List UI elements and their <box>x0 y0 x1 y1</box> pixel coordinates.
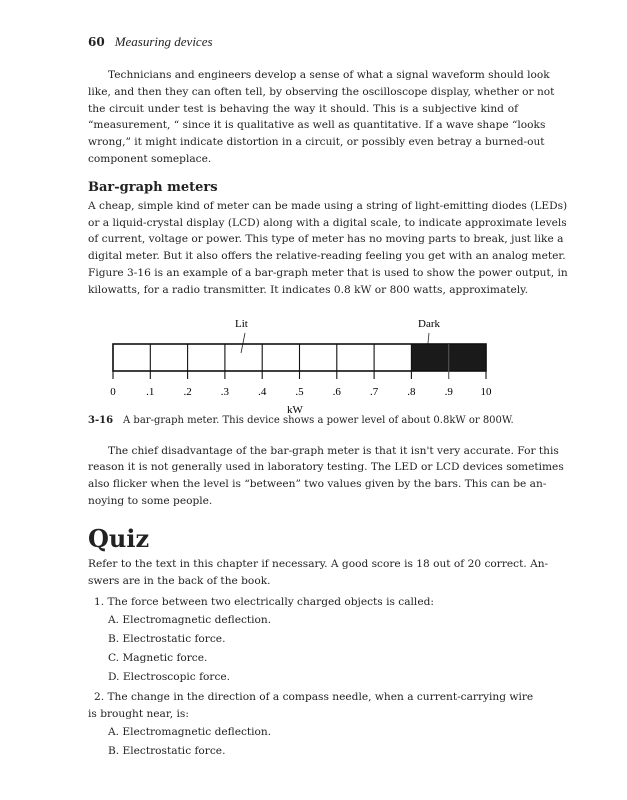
question-text: is brought near, is: <box>88 707 189 720</box>
text-line: Refer to the text in this chapter if necessary. A good score is 18 out of 20 correct. An- <box>88 557 549 570</box>
paragraph-1 <box>88 67 555 168</box>
figure-caption <box>88 415 514 426</box>
answer-option: A. Electromagnetic deflection. <box>108 725 272 738</box>
text-line: also flicker when the level is “between” two values given by the bars. This can be an- <box>88 478 547 491</box>
answer-option: B. Electrostatic force. <box>108 744 226 757</box>
answer-option: D. Electroscopic force. <box>108 671 231 684</box>
text-line: wrong,” it might indicate distortion in a circuit, or possibly even betray a burned-out <box>88 136 545 149</box>
figure-bar-graph-meter <box>88 299 518 431</box>
figure-number: 3-16 <box>88 414 114 426</box>
text-line: The chief disadvantage of the bar-graph meter is that it isn't very accurate. For this <box>108 444 559 457</box>
quiz-question-2 <box>88 689 534 761</box>
bar-graph-meter-diagram <box>88 313 518 423</box>
tick-label: .3 <box>220 385 230 398</box>
lit-leader-line <box>241 333 245 353</box>
text-line: “measurement, “ since it is qualitative as well as quantitative. If a wave shape “looks <box>88 119 546 132</box>
text-line: swers are in the back of the book. <box>88 574 271 587</box>
dark-label: Dark <box>418 317 440 330</box>
quiz-question-1 <box>88 594 518 687</box>
text-line: of current, voltage or power. This type of meter has no moving parts to break, just like a <box>88 233 564 246</box>
text-line: digital meter. But it also offers the relative-reading feeling you get with an analog meter. <box>88 250 566 263</box>
question-text: 2. The change in the direction of a compass needle, when a current-carrying wire <box>94 691 534 704</box>
quiz-intro <box>88 556 549 590</box>
text-line: reason it is not generally used in laboratory testing. The LED or LCD devices sometimes <box>88 461 564 474</box>
tick-label: .2 <box>183 385 192 398</box>
text-line: or a liquid-crystal display (LCD) along with a digital scale, to indicate approximate levels <box>88 216 567 229</box>
text-line: component someplace. <box>88 152 212 165</box>
tick-label: 0 <box>110 385 116 398</box>
question-text: 1. The force between two electrically charged objects is called: <box>94 596 434 609</box>
page-number: 60 <box>88 35 105 49</box>
lit-label: Lit <box>235 317 248 330</box>
tick-label: .8 <box>407 385 416 398</box>
section-heading: Bar-graph meters <box>88 179 218 195</box>
answer-option: C. Magnetic force. <box>108 652 208 665</box>
text-line: A cheap, simple kind of meter can be made using a string of light-emitting diodes (LEDs) <box>88 199 568 212</box>
unit-label: kW <box>287 403 303 416</box>
text-line: like, and then they can often tell, by observing the oscilloscope display, whether or not <box>88 85 555 98</box>
answer-option: B. Electrostatic force. <box>108 633 226 646</box>
paragraph-3 <box>88 443 564 510</box>
paragraph-2 <box>88 198 568 299</box>
tick-label: .1 <box>146 385 155 398</box>
document-page <box>88 0 568 761</box>
running-header <box>88 34 213 50</box>
text-line: kilowatts, for a radio transmitter. It indicates 0.8 kW or 800 watts, approximately. <box>88 283 529 296</box>
caption-text: A bar-graph meter. This device shows a power level of about 0.8kW or 800W. <box>123 414 514 426</box>
tick-label: 10 <box>480 385 492 398</box>
tick-label: .9 <box>444 385 453 398</box>
answer-option: A. Electromagnetic deflection. <box>108 614 272 627</box>
text-line: Figure 3-16 is an example of a bar-graph meter that is used to show the power output, in <box>88 266 568 279</box>
tick-label: .4 <box>258 385 267 398</box>
tick-label: .5 <box>295 385 304 398</box>
quiz-heading: Quiz <box>88 523 150 553</box>
tick-label: .6 <box>332 385 341 398</box>
running-title: Measuring devices <box>114 34 213 49</box>
tick-label: .7 <box>369 385 379 398</box>
text-line: noying to some people. <box>88 494 213 507</box>
text-line: the circuit under test is behaving the way it should. This is a subjective kind of <box>88 102 518 115</box>
text-line: Technicians and engineers develop a sense of what a signal waveform should look <box>108 69 550 81</box>
